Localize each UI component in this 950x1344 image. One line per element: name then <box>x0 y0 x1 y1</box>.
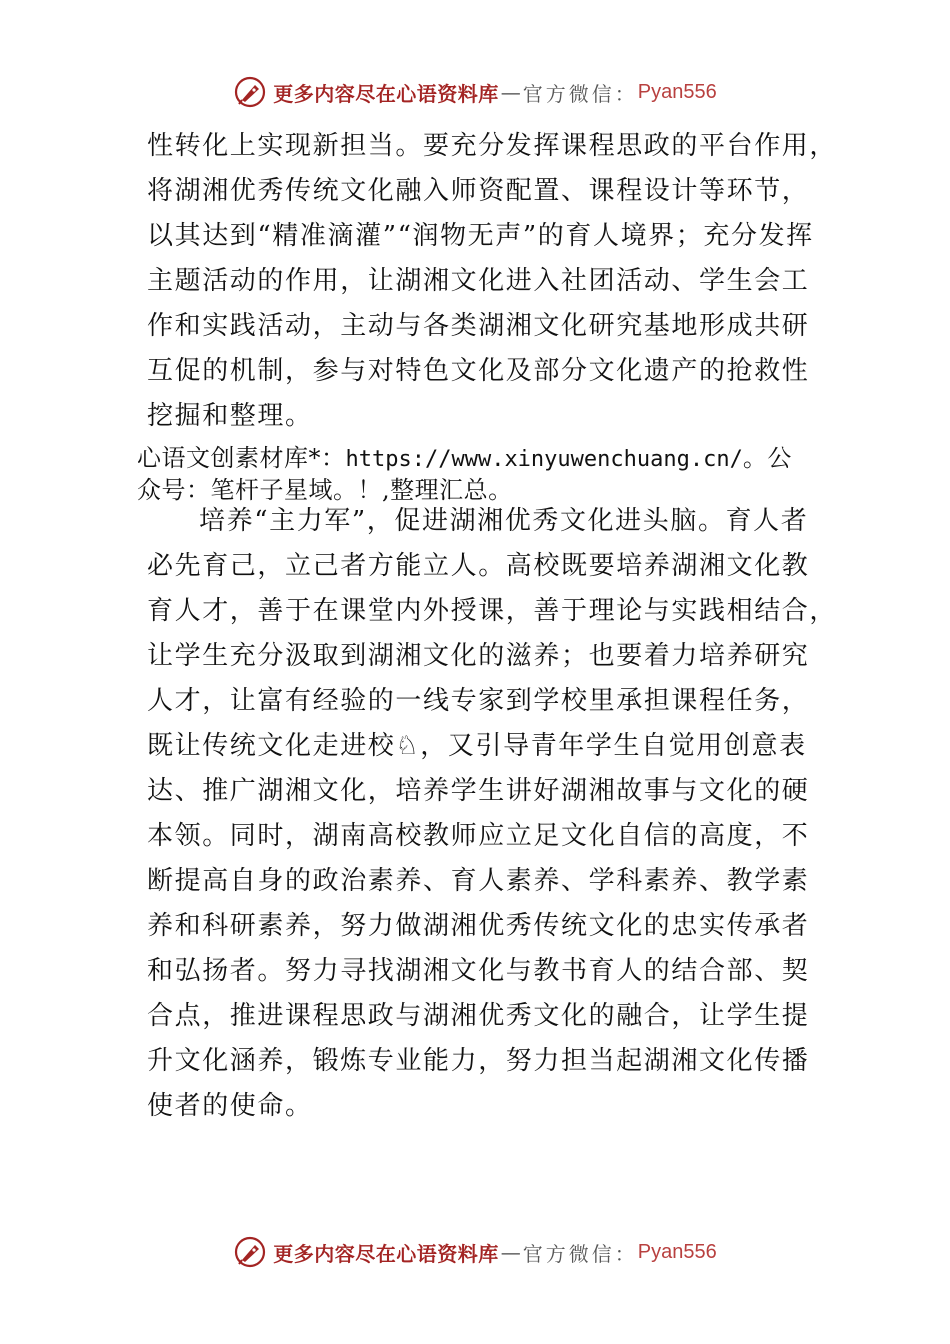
footer-banner <box>0 1232 950 1272</box>
header-site-name: 更多内容尽在心语资料库 <box>273 81 499 106</box>
footer-wechat-label: 官方微信： <box>522 1241 638 1266</box>
paragraph-line: 本领。同时，湖南高校教师应立足文化自信的高度，不 <box>147 821 810 851</box>
paragraph-line: 合点，推进课程思政与湖湘优秀文化的融合，让学生提 <box>147 1001 810 1031</box>
paragraph-line: 养和科研素养，努力做湖湘优秀传统文化的忠实传承者 <box>147 911 810 941</box>
header-wechat-id: Pyan556 <box>637 80 717 103</box>
paragraph-line: 达、推广湖湘文化，培养学生讲好湖湘故事与文化的硬 <box>147 776 810 806</box>
note-suffix: 。公 <box>742 444 792 472</box>
footer-site-name: 更多内容尽在心语资料库 <box>273 1241 499 1266</box>
paragraph-line: 性转化上实现新担当。要充分发挥课程思政的平台作用， <box>147 131 838 161</box>
paragraph-line: 育人才，善于在课堂内外授课，善于理论与实践相结合， <box>147 596 838 626</box>
footer-wechat-id: Pyan556 <box>637 1240 717 1263</box>
paragraph-line: 既让传统文化走进校♘，又引导青年学生自觉用创意表 <box>147 731 807 761</box>
paragraph-line: 人才，让富有经验的一线专家到学校里承担课程任务， <box>147 686 810 716</box>
paragraph-line: 升文化涵养，锻炼专业能力，努力担当起湖湘文化传播 <box>147 1046 810 1076</box>
header-banner <box>0 72 950 112</box>
paragraph-line: 培养“主力军”，促进湖湘优秀文化进头脑。育人者 <box>199 506 809 536</box>
header-wechat-label: 官方微信： <box>522 81 638 106</box>
paragraph-line: 断提高自身的政治素养、育人素养、学科素养、教学素 <box>147 866 810 896</box>
paragraph-line: 作和实践活动，主动与各类湖湘文化研究基地形成共研 <box>147 311 810 341</box>
source-note-line-1 <box>137 443 792 475</box>
source-note-line-2: 众号：笔杆子星域。！,整理汇总。 <box>137 476 513 504</box>
footer-separator: — <box>500 1240 521 1264</box>
paragraph-line: 必先育己，立己者方能立人。高校既要培养湖湘文化教 <box>147 551 810 581</box>
pen-nib-logo-icon <box>233 1235 267 1269</box>
paragraph-line: 将湖湘优秀传统文化融入师资配置、课程设计等环节， <box>147 176 810 206</box>
paragraph-line: 让学生充分汲取到湖湘文化的滋养；也要着力培养研究 <box>147 641 810 671</box>
paragraph-line: 使者的使命。 <box>147 1091 313 1121</box>
paragraph-line: 互促的机制，参与对特色文化及部分文化遗产的抢救性 <box>147 356 810 386</box>
header-separator: — <box>500 80 521 104</box>
paragraph-line: 和弘扬者。努力寻找湖湘文化与教书育人的结合部、契 <box>147 956 810 986</box>
note-prefix: 心语文创素材库*： <box>137 444 346 472</box>
paragraph-line: 挖掘和整理。 <box>147 401 313 431</box>
paragraph-line: 以其达到“精准滴灌”“润物无声”的育人境界；充分发挥 <box>147 221 814 251</box>
pen-nib-logo-icon <box>233 75 267 109</box>
note-url: https://www.xinyuwenchuang.cn/ <box>345 447 743 472</box>
paragraph-line: 主题活动的作用，让湖湘文化进入社团活动、学生会工 <box>147 266 810 296</box>
